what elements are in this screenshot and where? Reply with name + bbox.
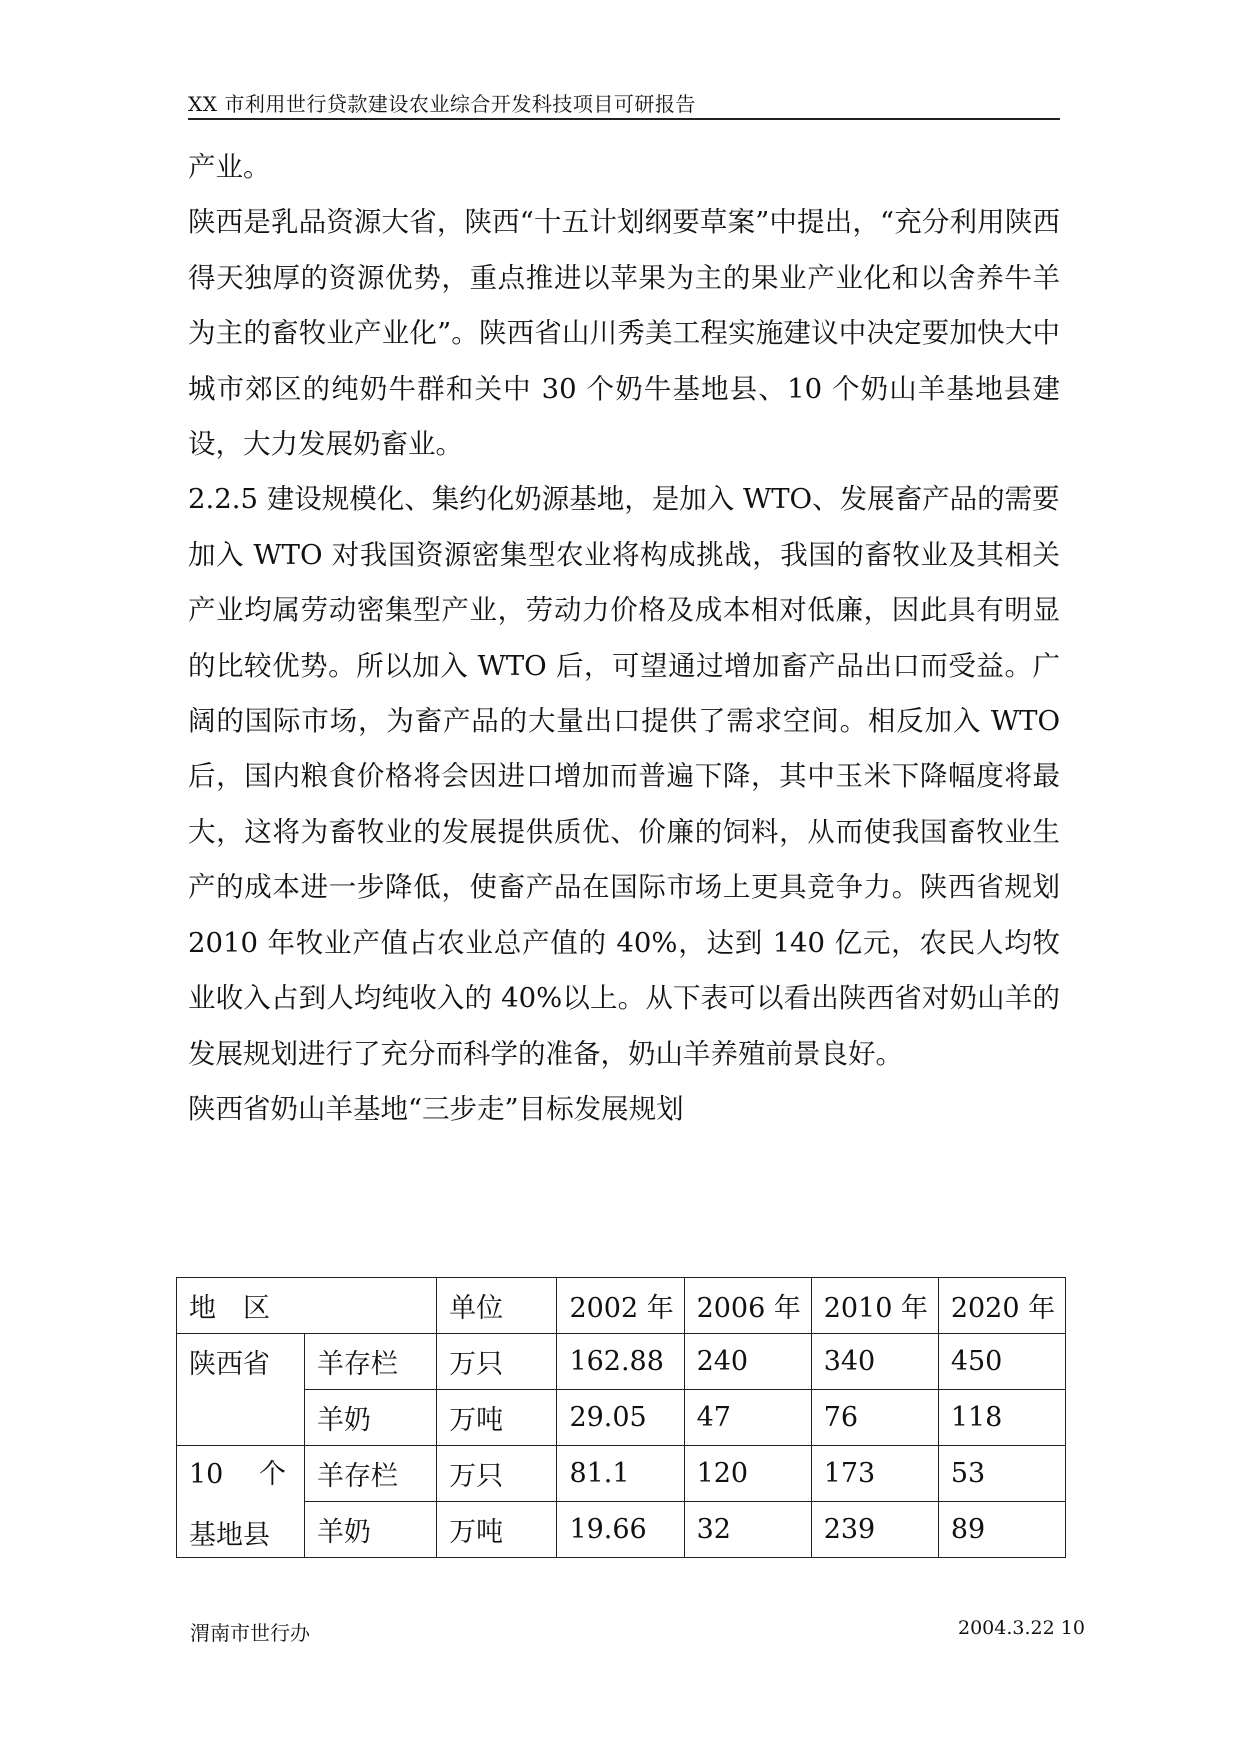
- page-number: 10: [1060, 1617, 1085, 1639]
- value-cell: 173: [811, 1446, 938, 1502]
- header-year: 2010 年: [811, 1278, 938, 1334]
- table-row: [177, 1446, 1066, 1502]
- table-caption: 陕西省奶山羊基地“三步走”目标发展规划: [188, 1092, 684, 1125]
- body-text: [188, 140, 1060, 1137]
- unit-cell: 万吨: [437, 1390, 557, 1446]
- footer-office: 渭南市世行办: [190, 1621, 310, 1645]
- region-line: 10 个: [189, 1458, 286, 1490]
- item-cell: 羊存栏: [304, 1446, 436, 1502]
- region-line: 基地县: [189, 1519, 270, 1551]
- paragraph-continuation: 产业。: [188, 151, 271, 183]
- value-cell: 89: [938, 1502, 1065, 1558]
- section-heading-2-2-5: 2.2.5 建设规模化、集约化奶源基地，是加入 WTO、发展畜产品的需要: [188, 483, 1060, 516]
- value-cell: 76: [811, 1390, 938, 1446]
- region-cell: [177, 1446, 305, 1558]
- header-year: 2002 年: [557, 1278, 684, 1334]
- value-cell: 29.05: [557, 1390, 684, 1446]
- item-cell: 羊奶: [304, 1390, 436, 1446]
- item-cell: 羊存栏: [304, 1334, 436, 1390]
- value-cell: 162.88: [557, 1334, 684, 1390]
- paragraph-shaanxi-dairy: 陕西是乳品资源大省，陕西“十五计划纲要草案”中提出，“充分利用陕西得天独厚的资源优势，重点推进以苹果为主的果业产业化和以舍养牛羊为主的畜牧业产业化”。陕西省山川秀美工程实施建议中决定要加快大中城市郊区的纯奶牛群和关中 30 个奶牛基地县、10 个奶山羊基地县建设，大力发展奶畜业。: [188, 206, 1060, 461]
- header-title: XX 市利用世行贷款建设农业综合开发科技项目可研报告: [188, 92, 696, 116]
- table-row: [177, 1390, 1066, 1446]
- value-cell: 81.1: [557, 1446, 684, 1502]
- value-cell: 53: [938, 1446, 1065, 1502]
- value-cell: 240: [684, 1334, 811, 1390]
- value-cell: 47: [684, 1390, 811, 1446]
- value-cell: 239: [811, 1502, 938, 1558]
- unit-cell: 万吨: [437, 1502, 557, 1558]
- page-header: [188, 84, 1060, 120]
- value-cell: 19.66: [557, 1502, 684, 1558]
- value-cell: 120: [684, 1446, 811, 1502]
- header-year: 2020 年: [938, 1278, 1065, 1334]
- paragraph-wto: 加入 WTO 对我国资源密集型农业将构成挑战，我国的畜牧业及其相关产业均属劳动密集型产业，劳动力价格及成本相对低廉，因此具有明显的比较优势。所以加入 WTO 后，可望通过增加畜产品出口而受益。广阔的国际市场，为畜产品的大量出口提供了需求空间。相反加入 WTO 后，国内粮食价格将会因进口增加而普遍下降，其中玉米下降幅度将最大，这将为畜牧业的发展提供质优、价廉的饲料，从而使我国畜牧业生产的成本进一步降低，使畜产品在国际市场上更具竞争力。陕西省规划 2010 年牧业产值占农业总产值的 40%，达到 140 亿元，农民人均牧业收入占到人均纯收入的 40%以上。从下表可以看出陕西省对奶山羊的发展规划进行了充分而科学的准备，奶山羊养殖前景良好。: [188, 538, 1060, 1070]
- header-region: 地 区: [177, 1278, 437, 1334]
- value-cell: 340: [811, 1334, 938, 1390]
- unit-cell: 万只: [437, 1446, 557, 1502]
- value-cell: 450: [938, 1334, 1065, 1390]
- footer-date-page: [958, 1617, 1085, 1639]
- region-cell: 陕西省: [177, 1334, 305, 1446]
- table-row: [177, 1334, 1066, 1390]
- header-year: 2006 年: [684, 1278, 811, 1334]
- value-cell: 32: [684, 1502, 811, 1558]
- footer-date: 2004.3.22: [958, 1617, 1055, 1639]
- table-header-row: [177, 1278, 1066, 1334]
- item-cell: 羊奶: [304, 1502, 436, 1558]
- header-unit: 单位: [437, 1278, 557, 1334]
- unit-cell: 万只: [437, 1334, 557, 1390]
- goat-plan-table: [176, 1277, 1066, 1558]
- value-cell: 118: [938, 1390, 1065, 1446]
- table-row: [177, 1502, 1066, 1558]
